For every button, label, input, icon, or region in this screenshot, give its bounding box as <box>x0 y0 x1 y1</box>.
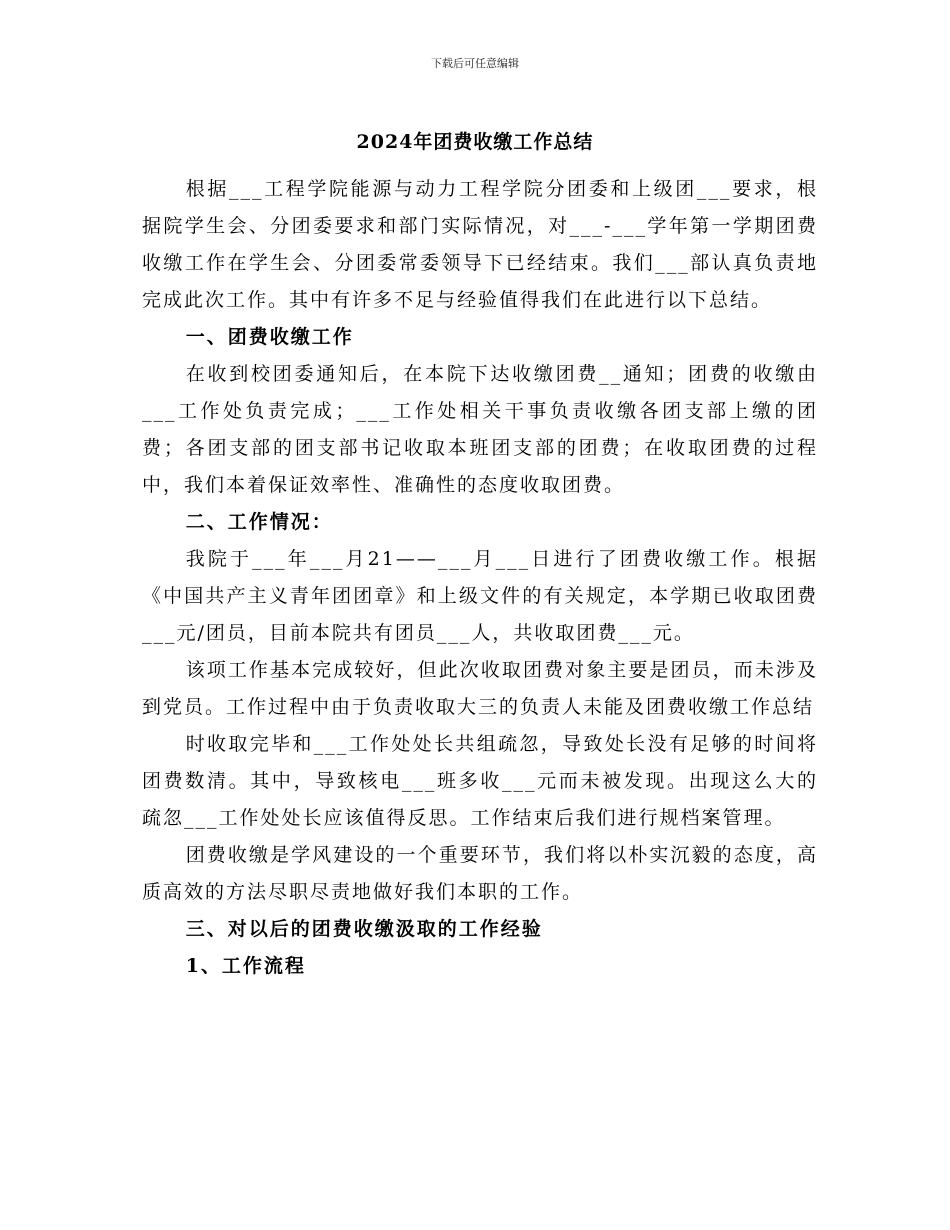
section-2-paragraph-4: 团费收缴是学风建设的一个重要环节，我们将以朴实沉毅的态度，高质高效的方法尽职尽责地做好我们本职的工作。 <box>142 844 818 903</box>
intro-paragraph: 根据___工程学院能源与动力工程学院分团委和上级团___要求，根据院学生会、分团委要求和部门实际情况，对___-___学年第一学期团费收缴工作在学生会、分团委常委领导下已经结束。我们___部认真负责地完成此次工作。其中有许多不足与经验值得我们在此进行以下总结。 <box>142 178 818 311</box>
document-title: 2024年团费收缴工作总结 <box>356 131 594 153</box>
section-2-paragraph-2: 该项工作基本完成较好，但此次收取团费对象主要是团员，而未涉及到党员。工作过程中由于负责收取大三的负责人未能及团费收缴工作总结 <box>142 659 818 718</box>
document-body <box>142 171 818 985</box>
section-1-paragraph: 在收到校团委通知后，在本院下达收缴团费__通知；团费的收缴由___工作处负责完成；___工作处相关干事负责收缴各团支部上缴的团费；各团支部的团支部书记收取本班团支部的团费；在收取团费的过程中，我们本着保证效率性、准确性的态度收取团费。 <box>142 363 818 496</box>
section-heading-1: 一、团费收缴工作 <box>185 326 354 348</box>
subsection-heading-1: 1、工作流程 <box>185 955 306 977</box>
section-heading-2: 二、工作情况： <box>185 511 333 533</box>
section-2-paragraph-3: 时收取完毕和___工作处处长共组疏忽，导致处长没有足够的时间将团费数清。其中，导致核电___班多收___元而未被发现。出现这么大的疏忽___工作处处长应该值得反思。工作结束后我们进行规档案管理。 <box>142 733 818 829</box>
section-heading-3: 三、对以后的团费收缴汲取的工作经验 <box>185 918 543 940</box>
section-2-paragraph-1: 我院于___年___月21——___月___日进行了团费收缴工作。根据《中国共产主义青年团团章》和上级文件的有关规定，本学期已收取团费___元/团员，目前本院共有团员___人，共收取团费___元。 <box>142 548 818 644</box>
page-header-note: 下载后可任意编辑 <box>431 57 519 70</box>
